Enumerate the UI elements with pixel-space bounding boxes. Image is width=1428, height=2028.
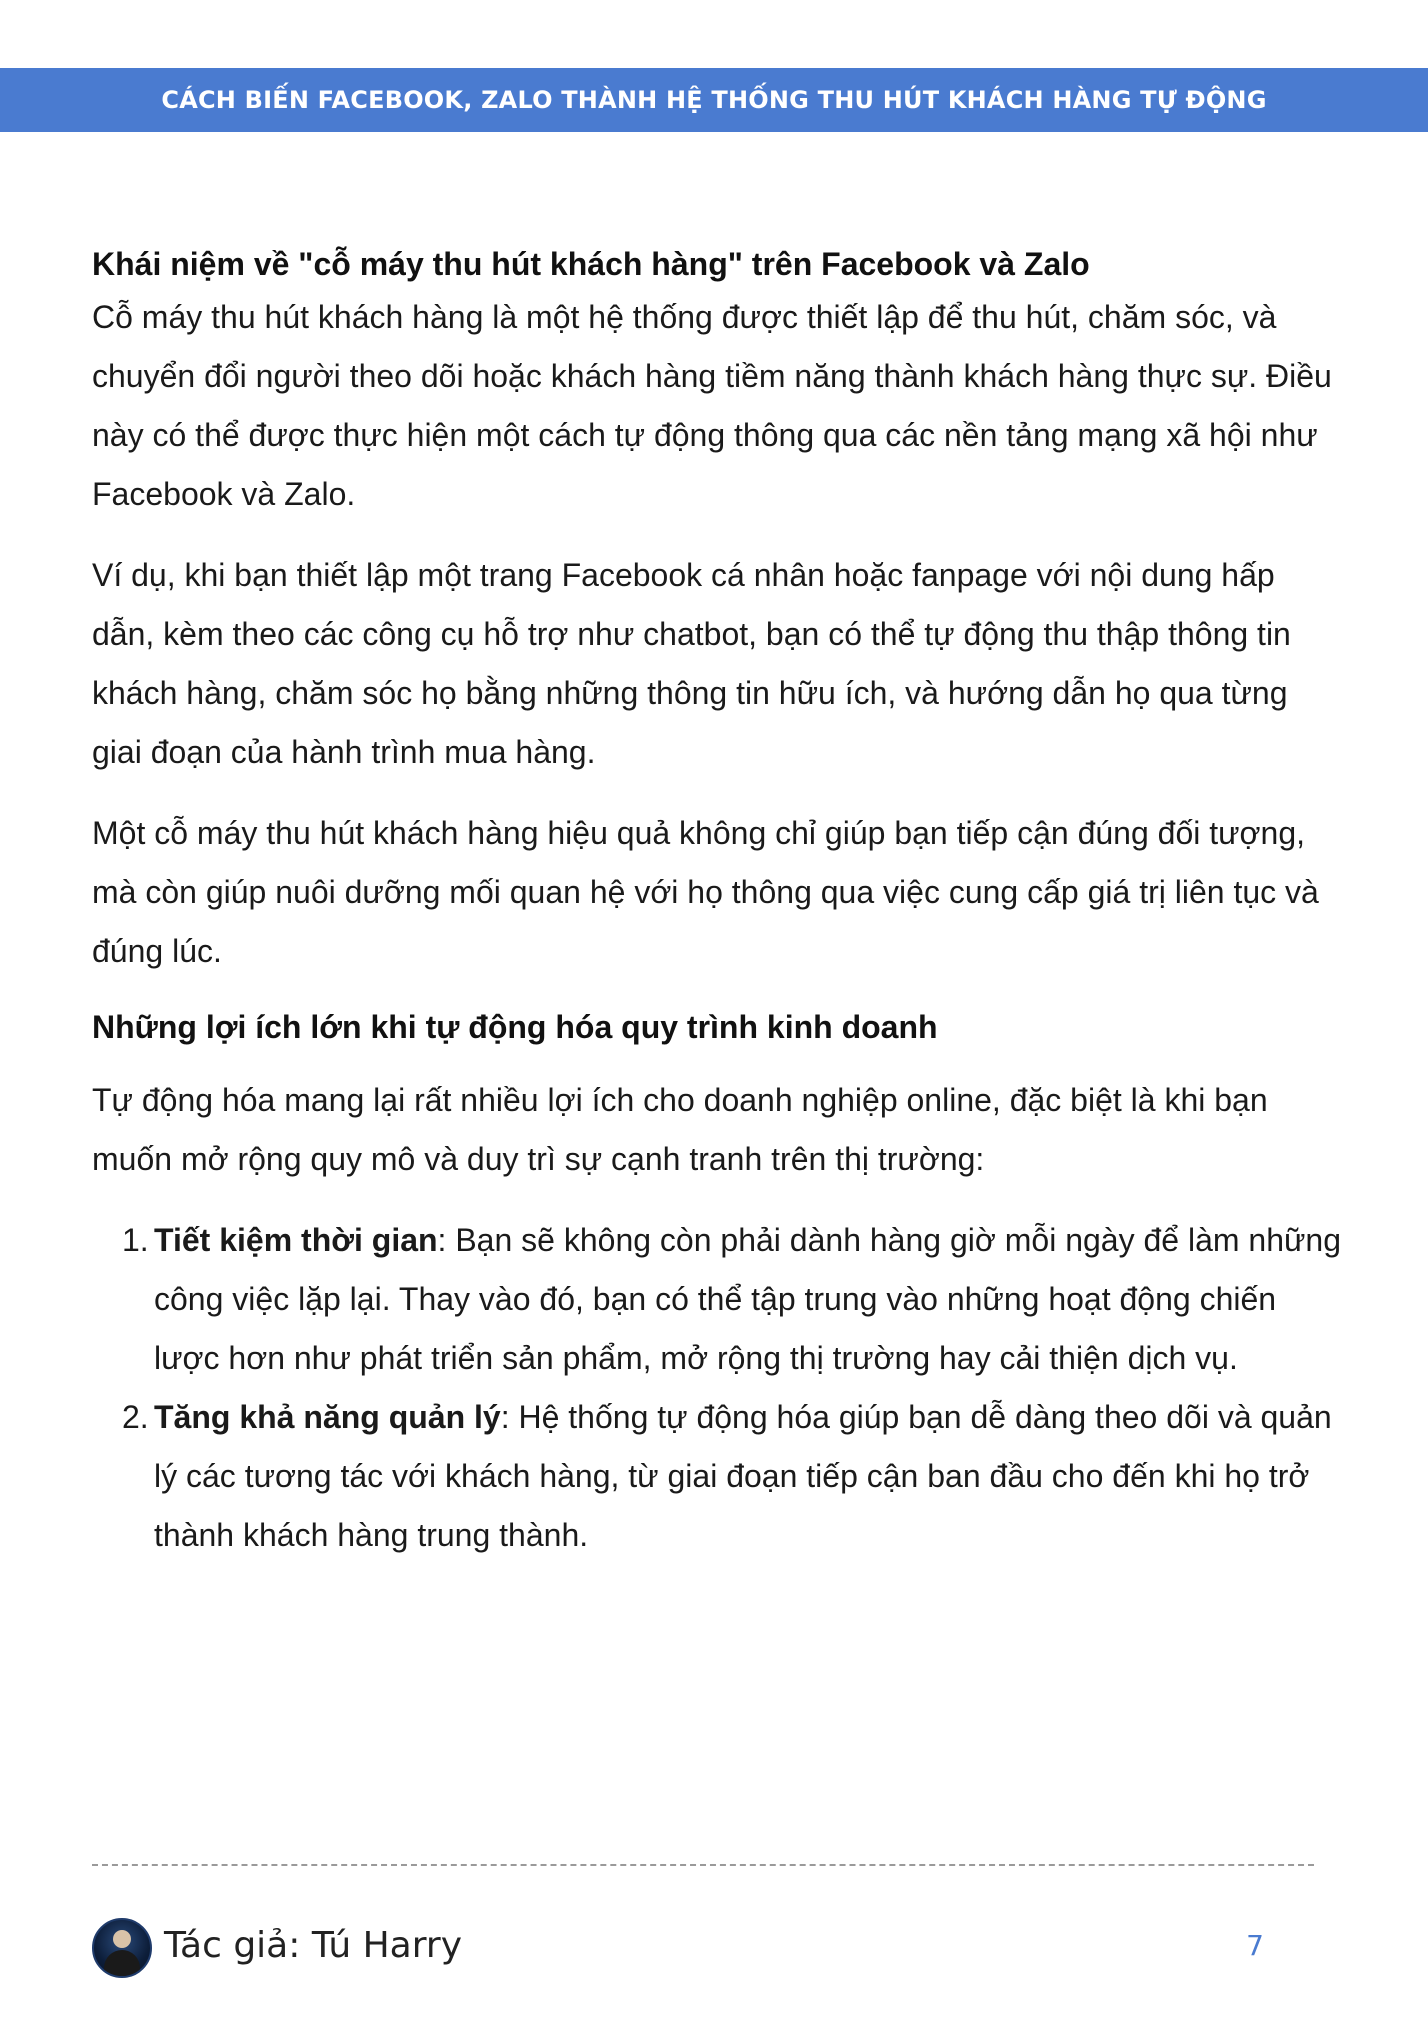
list-item-number: 1. — [122, 1222, 149, 1258]
paragraph: Ví dụ, khi bạn thiết lập một trang Facebook cá nhân hoặc fanpage với nội dung hấp dẫn, kèm theo các công cụ hỗ trợ như chatbot, bạn có thể tự động thu thập thông tin khách hàng, chăm sóc họ bằng những thông tin hữu ích, và hướng dẫn họ qua từng giai đoạn của hành trình mua hàng. — [92, 557, 1291, 770]
paragraph: Cỗ máy thu hút khách hàng là một hệ thống được thiết lập để thu hút, chăm sóc, và chuyển đổi người theo dõi hoặc khách hàng tiềm năng thành khách hàng thực sự. Điều này có thể được thực hiện một cách tự động thông qua các nền tảng mạng xã hội như Facebook và Zalo. — [92, 299, 1332, 512]
page-number: 7 — [1246, 1929, 1264, 1962]
author-avatar — [92, 1918, 152, 1978]
list-item-number: 2. — [122, 1399, 149, 1435]
list-item-text: : Hệ thống tự động hóa giúp bạn dễ dàng theo dõi và quản lý các tương tác với khách hàng, từ giai đoạn tiếp cận ban đầu cho đến khi họ trở thành khách hàng trung thành. — [154, 1399, 1332, 1553]
benefits-list — [92, 1211, 1342, 1565]
paragraph: Tự động hóa mang lại rất nhiều lợi ích cho doanh nghiệp online, đặc biệt là khi bạn muốn mở rộng quy mô và duy trì sự cạnh tranh trên thị trường: — [92, 1082, 1268, 1177]
header-bar — [0, 68, 1428, 132]
paragraph: Một cỗ máy thu hút khách hàng hiệu quả không chỉ giúp bạn tiếp cận đúng đối tượng, mà còn giúp nuôi dưỡng mối quan hệ với họ thông qua việc cung cấp giá trị liên tục và đúng lúc. — [92, 815, 1319, 969]
list-item-term: Tiết kiệm thời gian — [154, 1222, 438, 1258]
list-item — [92, 1388, 1342, 1565]
footer — [92, 1918, 1314, 1978]
section-title-benefits: Những lợi ích lớn khi tự động hóa quy trình kinh doanh — [92, 1009, 938, 1045]
list-item-text: : Bạn sẽ không còn phải dành hàng giờ mỗi ngày để làm những công việc lặp lại. Thay vào đó, bạn có thể tập trung vào những hoạt động chiến lược hơn như phát triển sản phẩm, mở rộng thị trường hay cải thiện dịch vụ. — [154, 1222, 1342, 1376]
list-item-term: Tăng khả năng quản lý — [154, 1399, 501, 1435]
page-content — [92, 240, 1342, 1565]
document-title: CÁCH BIẾN FACEBOOK, ZALO THÀNH HỆ THỐNG THU HÚT KHÁCH HÀNG TỰ ĐỘNG — [161, 86, 1267, 114]
list-item — [92, 1211, 1342, 1388]
section-title-concept: Khái niệm về "cỗ máy thu hút khách hàng" trên Facebook và Zalo — [92, 246, 1090, 282]
footer-divider — [92, 1864, 1314, 1866]
author-name: Tác giả: Tú Harry — [164, 1925, 463, 1966]
